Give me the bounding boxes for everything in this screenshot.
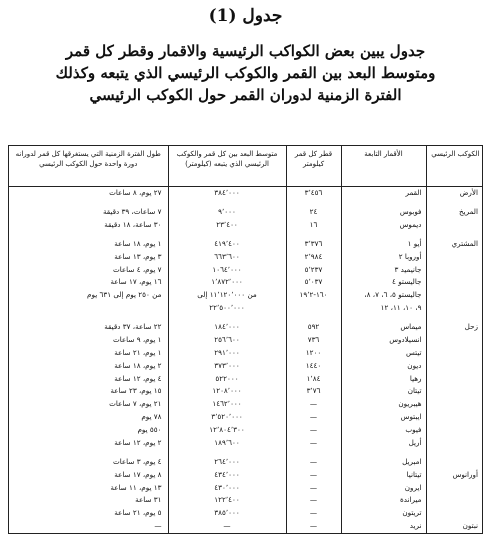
moon-cell: انسيلادوس — [341, 334, 426, 347]
diameter-cell: ٣٬٣٧٦ — [286, 238, 341, 251]
period-cell: من ٢٥٠ يوم إلى ٦٣١ يوم — [87, 290, 162, 300]
distance-cell: ٩٬٠٠٠ — [168, 206, 286, 219]
period-cell: — — [154, 521, 162, 531]
distance-cell: ١٢٢٬٤٠٠ — [168, 494, 286, 507]
moon-cell: امبريل — [341, 456, 426, 469]
period-cell: ٥ يوم، ٢١ ساعة — [114, 508, 162, 518]
diameter-cell: ١٦ — [286, 219, 341, 232]
period-cell: ١٥ يوم، ٢٣ ساعة — [110, 386, 162, 396]
distance-cell: ٢٩١٬٠٠٠ — [168, 347, 286, 360]
period-cell: ٧ يوم، ٤ ساعات — [112, 264, 162, 274]
table-row — [9, 334, 483, 347]
distance-cell: ٣٨٤٬٠٠٠ — [168, 187, 286, 200]
table-row — [9, 385, 483, 398]
moons-table — [8, 145, 483, 534]
table-row — [9, 238, 483, 251]
period-cell: ٣١ ساعة — [135, 495, 162, 505]
planet-cell: المريخ — [426, 206, 483, 219]
period-cell: ٣٠ ساعة، ١٨ دقيقة — [104, 219, 162, 229]
diameter-cell: — — [286, 411, 341, 424]
table-row — [9, 456, 483, 469]
period-cell: ٧٨ يوم — [141, 412, 162, 422]
diameter-cell: — — [286, 424, 341, 437]
header-distance: متوسط البعد بين كل قمر والكوكب الرئيسي الذي يتبعه (كيلومتر) — [168, 146, 286, 187]
table-row — [9, 372, 483, 385]
period-cell: ١ يوم، ٢١ ساعة — [114, 347, 162, 357]
table-row — [9, 219, 483, 232]
distance-cell: ٣٨٥٬٠٠٠ — [168, 507, 286, 520]
diameter-cell: — — [286, 507, 341, 520]
caption-line: ومتوسط البعد بين القمر والكوكب الرئيسي الذي يتبعه وكذلك — [55, 64, 436, 82]
diameter-cell: ٥٬٢٣٧ — [286, 263, 341, 276]
diameter-cell: ٥٩٢ — [286, 321, 341, 334]
table-row — [9, 520, 483, 533]
planet-cell — [426, 347, 483, 360]
table-row — [9, 302, 483, 315]
diameter-cell: ٣٬٧٦ — [286, 385, 341, 398]
planet-cell — [426, 481, 483, 494]
caption-line: جدول يبين بعض الكواكب الرئيسية والاقمار وقطر كل قمر — [65, 42, 426, 60]
period-cell: ١٦ يوم، ١٧ ساعة — [110, 277, 162, 287]
table-header-row — [9, 146, 483, 187]
moon-cell: نريد — [341, 520, 426, 533]
moon-cell: هيبريون — [341, 398, 426, 411]
moon-cell: ايبتوس — [341, 411, 426, 424]
table-row — [9, 507, 483, 520]
planet-cell: زحل — [426, 321, 483, 334]
planet-cell — [426, 219, 483, 232]
planet-cell — [426, 251, 483, 264]
moon-cell: تيتان — [341, 385, 426, 398]
diameter-cell: ٥٬٠٣٧ — [286, 276, 341, 289]
table-row — [9, 263, 483, 276]
period-cell: ٤ يوم، ١٢ ساعة — [114, 373, 162, 383]
planet-cell — [426, 398, 483, 411]
period-cell: ٥٥٠ يوم — [137, 425, 162, 435]
distance-cell: ١٨٩٬٦٠٠ — [168, 437, 286, 450]
moon-cell: ميماس — [341, 321, 426, 334]
table-row — [9, 289, 483, 302]
table-caption — [8, 40, 483, 106]
moon-cell: تيتانيا — [341, 469, 426, 482]
header-diameter: قطر كل قمر كيلومتر — [286, 146, 341, 187]
diameter-cell: ٢٤ — [286, 206, 341, 219]
moon-cell: أيو ١ — [341, 238, 426, 251]
distance-cell: — — [168, 520, 286, 533]
diameter-cell: ١٢٠٠ — [286, 347, 341, 360]
period-cell: ١٣ يوم، ١١ ساعة — [110, 482, 162, 492]
planet-cell — [426, 494, 483, 507]
diameter-cell: — — [286, 437, 341, 450]
table-row — [9, 347, 483, 360]
diameter-cell: ١٦٠-١٩٬٢ — [286, 289, 341, 302]
moon-cell: ٩، ١٠، ١١، ١٢ — [341, 302, 426, 315]
diameter-cell: — — [286, 456, 341, 469]
distance-cell: ٢٥٦٬٦٠٠ — [168, 334, 286, 347]
planet-cell — [426, 360, 483, 373]
header-moons: الأقمار التابعة — [341, 146, 426, 187]
planet-cell: أورانوس — [426, 469, 483, 482]
distance-cell: ٤٣٤٬٠٠٠ — [168, 469, 286, 482]
period-cell: ٨ يوم، ١٧ ساعة — [114, 469, 162, 479]
distance-cell: ١٬٨٧٢٬٠٠٠ — [168, 276, 286, 289]
diameter-cell: — — [286, 481, 341, 494]
period-cell: ٢١ يوم، ٧ ساعات — [109, 399, 162, 409]
planet-cell — [426, 263, 483, 276]
distance-cell: ٤٣٠٬٠٠٠ — [168, 481, 286, 494]
distance-cell: ٢٦٤٬٠٠٠ — [168, 456, 286, 469]
diameter-cell — [286, 302, 341, 315]
diameter-cell: — — [286, 469, 341, 482]
table-body — [9, 187, 483, 534]
table-row — [9, 469, 483, 482]
planet-cell — [426, 456, 483, 469]
planet-cell — [426, 334, 483, 347]
period-cell: ٢ يوم، ١٢ ساعة — [114, 437, 162, 447]
planet-cell: نبتون — [426, 520, 483, 533]
moon-cell: ديموس — [341, 219, 426, 232]
diameter-cell: — — [286, 398, 341, 411]
distance-cell: ١٨٤٬٠٠٠ — [168, 321, 286, 334]
period-cell: ٢ يوم، ١٨ ساعة — [114, 360, 162, 370]
moon-cell: أريل — [341, 437, 426, 450]
planet-cell — [426, 372, 483, 385]
header-period: طول الفترة الزمنية التي يستغرقها كل قمر لدورانه دورة واحدة حول الكوكب الرئيسي — [9, 146, 168, 187]
moon-cell: رهيا — [341, 372, 426, 385]
table-row — [9, 481, 483, 494]
table-row — [9, 187, 483, 200]
moon-cell: أوروبا ٢ — [341, 251, 426, 264]
moon-cell: القمر — [341, 187, 426, 200]
period-cell: ٢٢ ساعة، ٣٧ دقيقة — [104, 322, 162, 332]
moon-cell: ايرون — [341, 481, 426, 494]
table-row — [9, 398, 483, 411]
diameter-cell: ١٬٨٤ — [286, 372, 341, 385]
table-row — [9, 360, 483, 373]
period-cell — [9, 302, 168, 315]
period-cell: ٤ يوم، ٣ ساعات — [112, 456, 162, 466]
planet-cell — [426, 385, 483, 398]
table-row — [9, 321, 483, 334]
period-cell: ٧ ساعات، ٣٩ دقيقة — [102, 207, 162, 217]
caption-line: الفترة الزمنية لدوران القمر حول الكوكب الرئيسي — [89, 86, 402, 104]
distance-cell: ٣٬٥٢٠٬٠٠٠ — [168, 411, 286, 424]
diameter-cell: ٢٬٩٨٤ — [286, 251, 341, 264]
distance-cell: ١٢٠٨٬٠٠٠ — [168, 385, 286, 398]
moon-cell: ديون — [341, 360, 426, 373]
distance-cell: ٤١٩٬٤٠٠ — [168, 238, 286, 251]
moon-cell: فوبوس — [341, 206, 426, 219]
table-row — [9, 251, 483, 264]
distance-cell: ٣٧٣٬٠٠٠ — [168, 360, 286, 373]
moon-cell: جانيميد ٣ — [341, 263, 426, 276]
moon-cell: تيتس — [341, 347, 426, 360]
table-row — [9, 276, 483, 289]
planet-cell — [426, 276, 483, 289]
diameter-cell: ١٤٤٠ — [286, 360, 341, 373]
table-row — [9, 411, 483, 424]
table-row — [9, 424, 483, 437]
table-row — [9, 494, 483, 507]
distance-cell: ٢٢٬٥٠٠٬٠٠٠ — [168, 302, 286, 315]
moon-cell: تريتون — [341, 507, 426, 520]
period-cell: ٢٧ يوم، ٨ ساعات — [109, 188, 162, 198]
period-cell: ١ يوم، ٩ ساعات — [112, 334, 162, 344]
distance-cell: ١٠٦٤٬٠٠٠ — [168, 263, 286, 276]
planet-cell — [426, 411, 483, 424]
table-row — [9, 206, 483, 219]
diameter-cell: — — [286, 494, 341, 507]
moon-cell: ميراندة — [341, 494, 426, 507]
distance-cell: ٢٣٬٤٠٠ — [168, 219, 286, 232]
moon-cell: جاليستو ٥، ٦، ٧، ٨، — [341, 289, 426, 302]
period-cell: ٣ يوم، ١٣ ساعة — [114, 251, 162, 261]
page-title: جدول (1) — [208, 6, 283, 26]
diameter-cell: — — [286, 520, 341, 533]
distance-cell: ١٤٦٢٬٠٠٠ — [168, 398, 286, 411]
table-row — [9, 437, 483, 450]
diameter-cell: ٧٣٦ — [286, 334, 341, 347]
distance-cell: ١٢٬٨٠٤٬٣٠٠ — [168, 424, 286, 437]
planet-cell — [426, 424, 483, 437]
header-planet: الكوكب الرئيسي — [426, 146, 483, 187]
period-cell: ١ يوم، ١٨ ساعة — [114, 238, 162, 248]
planet-cell — [426, 437, 483, 450]
moon-cell: جاليستو ٤ — [341, 276, 426, 289]
planet-cell: الأرض — [426, 187, 483, 200]
planet-cell — [426, 302, 483, 315]
distance-cell: ٦٦٣٬٦٠٠ — [168, 251, 286, 264]
diameter-cell: ٣٬٤٥٦ — [286, 187, 341, 200]
distance-cell: من ١١٬١٢٠٬٠٠٠ إلى — [168, 289, 286, 302]
planet-cell — [426, 289, 483, 302]
distance-cell: ٥٢٢٠٠٠ — [168, 372, 286, 385]
moon-cell: فيوب — [341, 424, 426, 437]
planet-cell: المشتري — [426, 238, 483, 251]
planet-cell — [426, 507, 483, 520]
